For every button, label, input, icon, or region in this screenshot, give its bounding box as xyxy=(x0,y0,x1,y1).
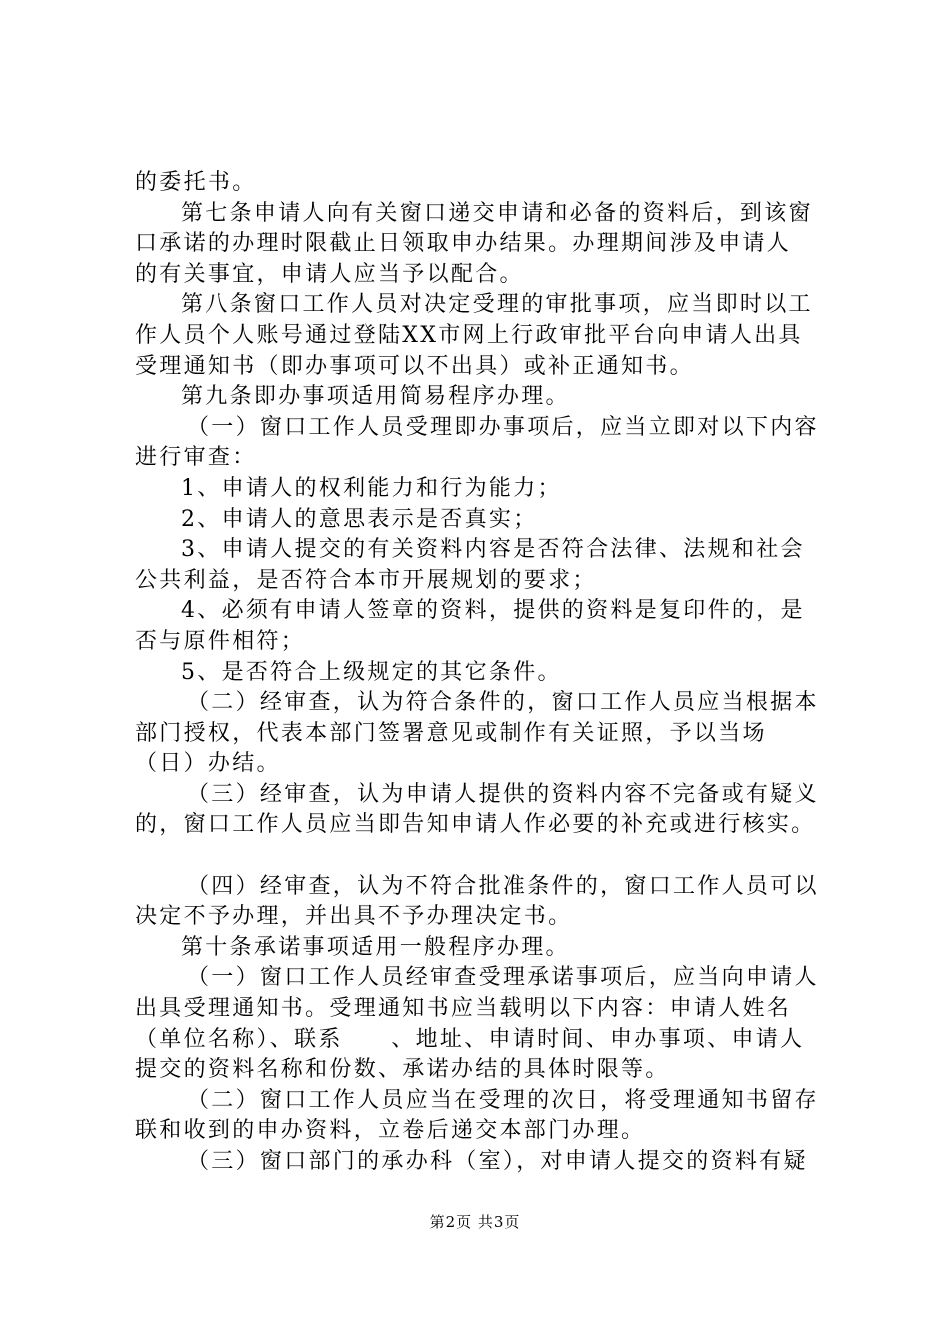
clause-line: （三）窗口部门的承办科（室），对申请人提交的资料有疑 xyxy=(187,1149,808,1174)
text-line: 口承诺的办理时限截止日领取申办结果。办理期间涉及申请人 xyxy=(135,231,792,257)
document-body xyxy=(135,168,835,1178)
article-10-line: 第十条承诺事项适用一般程序办理。 xyxy=(181,934,570,960)
text-line: 出具受理通知书。受理通知书应当载明以下内容：申请人姓名 xyxy=(135,996,792,1022)
text-line: 决定不予办理，并出具不予办理决定书。 xyxy=(135,904,573,930)
text-line: 联和收到的申办资料，立卷后递交本部门办理。 xyxy=(135,1118,646,1144)
list-item-line: 2、申请人的意思表示是否真实； xyxy=(181,506,538,532)
clause-line: （一）窗口工作人员受理即办事项后，应当立即对以下内容 xyxy=(187,414,819,440)
text-line: 部门授权，代表本部门签署意见或制作有关证照，予以当场 xyxy=(135,720,767,746)
text-line: （日）办结。 xyxy=(135,751,281,777)
text-line: 提交的资料名称和份数、承诺办结的具体时限等。 xyxy=(135,1057,670,1083)
text-line: 的有关事宜，申请人应当予以配合。 xyxy=(135,261,524,287)
paragraph-gap xyxy=(135,841,835,872)
article-9-line: 第九条即办事项适用简易程序办理。 xyxy=(181,384,570,410)
text-line: 公共利益，是否符合本市开展规划的要求； xyxy=(135,567,597,593)
clause-line: （四）经审查，认为不符合批准条件的，窗口工作人员可以 xyxy=(187,873,819,899)
clause-line: （三）经审查，认为申请人提供的资料内容不完备或有疑义 xyxy=(187,781,819,807)
article-8-line: 第八条窗口工作人员对决定受理的审批事项，应当即时以工 xyxy=(181,292,813,318)
text-line: 的委托书。 xyxy=(135,170,257,195)
text-line: 作人员个人账号通过登陆XX市网上行政审批平台向申请人出具 xyxy=(135,322,803,348)
text-line: 的，窗口工作人员应当即告知申请人作必要的补充或进行核实。 xyxy=(135,812,816,838)
list-item-line: 4、必须有申请人签章的资料，提供的资料是复印件的，是 xyxy=(181,598,805,624)
text-line: （单位名称）、联系 、地址、申请时间、申办事项、申请人 xyxy=(135,1026,805,1052)
article-7-line: 第七条申请人向有关窗口递交申请和必备的资料后，到该窗 xyxy=(181,200,813,226)
clause-line: （二）经审查，认为符合条件的，窗口工作人员应当根据本 xyxy=(187,690,819,716)
list-item-line: 5、是否符合上级规定的其它条件。 xyxy=(181,659,562,685)
clause-line: （一）窗口工作人员经审查受理承诺事项后，应当向申请人 xyxy=(187,965,819,991)
text-line: 否与原件相符； xyxy=(135,628,306,654)
list-item-line: 3、申请人提交的有关资料内容是否符合法律、法规和社会 xyxy=(181,537,805,563)
clause-line: （二）窗口工作人员应当在受理的次日，将受理通知书留存 xyxy=(187,1087,819,1113)
page-number-footer: 第2页 共3页 xyxy=(429,1213,521,1231)
text-line: 受理通知书（即办事项可以不出具）或补正通知书。 xyxy=(135,353,694,379)
text-line: 进行审查： xyxy=(135,445,257,471)
list-item-line: 1、申请人的权利能力和行为能力； xyxy=(181,475,562,501)
